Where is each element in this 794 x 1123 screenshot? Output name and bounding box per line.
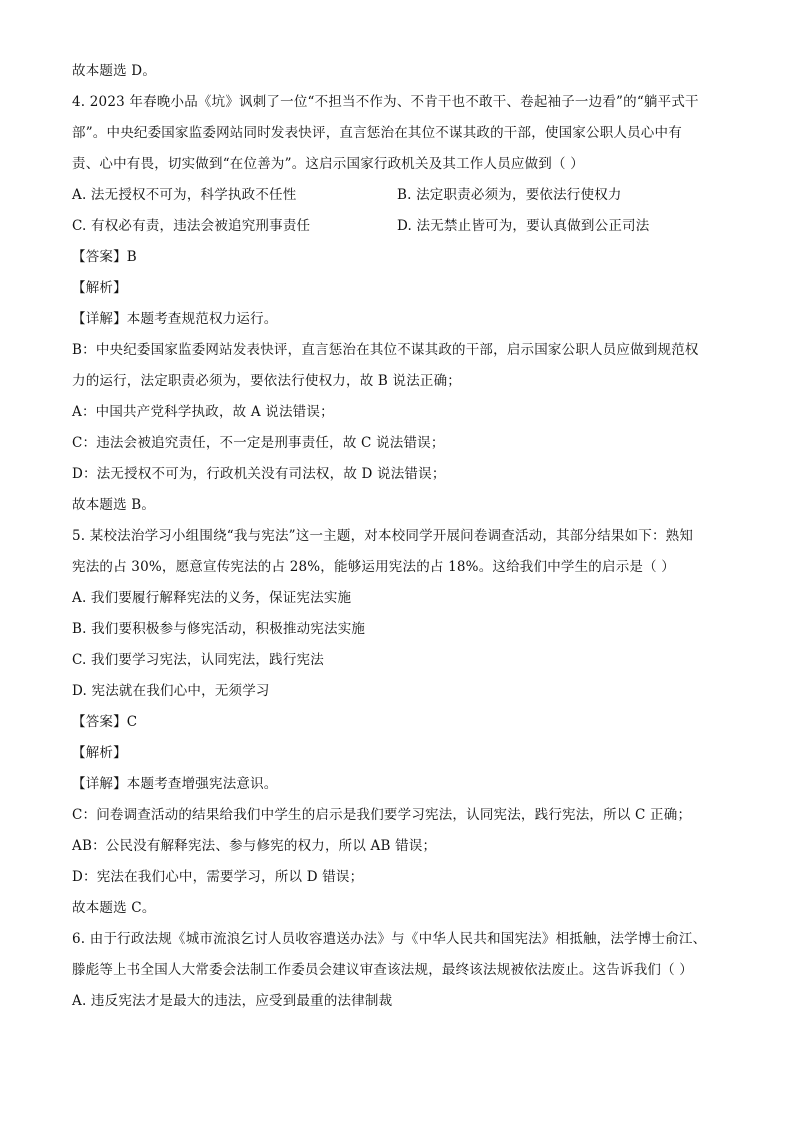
q4-options-row-1: [72, 180, 732, 211]
q4-stem-line-2: 部”。中央纪委国家监委网站同时发表快评，直言惩治在其位不谋其政的干部，使国家公职人员心中有: [72, 125, 682, 141]
q4-stem-line-3: 责、心中有畏，切实做到“在位善为”。这启示国家行政机关及其工作人员应做到（ ）: [72, 156, 584, 172]
q4-option-b: B. 法定职责必须为，要依法行使权力: [397, 187, 622, 203]
q4-options-row-2: [72, 211, 732, 242]
q4-conclusion: 故本题选 B。: [72, 497, 156, 513]
q5-conclusion: 故本题选 C。: [72, 900, 156, 916]
q5-explanation-1: C：问卷调查活动的结果给我们中学生的启示是我们要学习宪法，认同宪法，践行宪法，所以 C 正确；: [72, 807, 692, 823]
q5-option-b: B. 我们要积极参与修宪活动，积极推动宪法实施: [72, 621, 366, 637]
q4-option-d: D. 法无禁止皆可为，要认真做到公正司法: [397, 218, 650, 234]
q5-stem-line-1: 5. 某校法治学习小组围绕“我与宪法”这一主题，对本校同学开展问卷调查活动，其部分结果如下：熟知: [72, 528, 694, 544]
q4-detail: 【详解】本题考查规范权力运行。: [72, 311, 278, 327]
q4-explanation-5: D：法无授权不可为，行政机关没有司法权，故 D 说法错误；: [72, 466, 446, 482]
q4-stem-line-1: 4. 2023 年春晚小品《坑》讽刺了一位“不担当不作为、不肯干也不敢干、卷起袖子一边看”的“躺平式干: [72, 94, 699, 110]
q4-option-c: C. 有权必有责，违法会被追究刑事责任: [72, 218, 311, 234]
q4-explanation-3: A：中国共产党科学执政，故 A 说法错误；: [72, 404, 334, 420]
q6-stem-line-1: 6. 由于行政法规《城市流浪乞讨人员收容遣送办法》与《中华人民共和国宪法》相抵触，法学博士俞江、: [72, 931, 707, 947]
q5-explanation-3: D：宪法在我们心中，需要学习，所以 D 错误；: [72, 869, 364, 885]
document-page: [72, 56, 732, 1017]
q4-explanation-1: B：中央纪委国家监委网站发表快评，直言惩治在其位不谋其政的干部，启示国家公职人员应做到规范权: [72, 342, 699, 358]
q5-answer: 【答案】C: [72, 714, 138, 730]
q5-detail: 【详解】本题考查增强宪法意识。: [72, 776, 278, 792]
q4-analysis-label: 【解析】: [72, 280, 127, 296]
q5-option-c: C. 我们要学习宪法，认同宪法，践行宪法: [72, 652, 324, 668]
q4-answer: 【答案】B: [72, 249, 137, 265]
q5-analysis-label: 【解析】: [72, 745, 127, 761]
q4-option-a: A. 法无授权不可为，科学执政不任性: [72, 187, 297, 203]
q5-option-d: D. 宪法就在我们心中，无须学习: [72, 683, 270, 699]
q5-option-a: A. 我们要履行解释宪法的义务，保证宪法实施: [72, 590, 352, 606]
q4-explanation-4: C：违法会被追究责任，不一定是刑事责任，故 C 说法错误；: [72, 435, 445, 451]
q5-explanation-2: AB：公民没有解释宪法、参与修宪的权力，所以 AB 错误；: [72, 838, 437, 854]
q6-stem-line-2: 滕彪等上书全国人大常委会法制工作委员会建议审查该法规，最终该法规被依法废止。这告诉我们（ ）: [72, 962, 693, 978]
q3-conclusion: 故本题选 D。: [72, 63, 157, 79]
q6-option-a: A. 违反宪法才是最大的违法，应受到最重的法律制裁: [72, 993, 393, 1009]
q5-stem-line-2: 宪法的占 30%，愿意宣传宪法的占 28%，能够运用宪法的占 18%。这给我们中学生的启示是（ ）: [72, 559, 675, 575]
q4-explanation-2: 力的运行，法定职责必须为，要依法行使权力，故 B 说法正确；: [72, 373, 462, 389]
